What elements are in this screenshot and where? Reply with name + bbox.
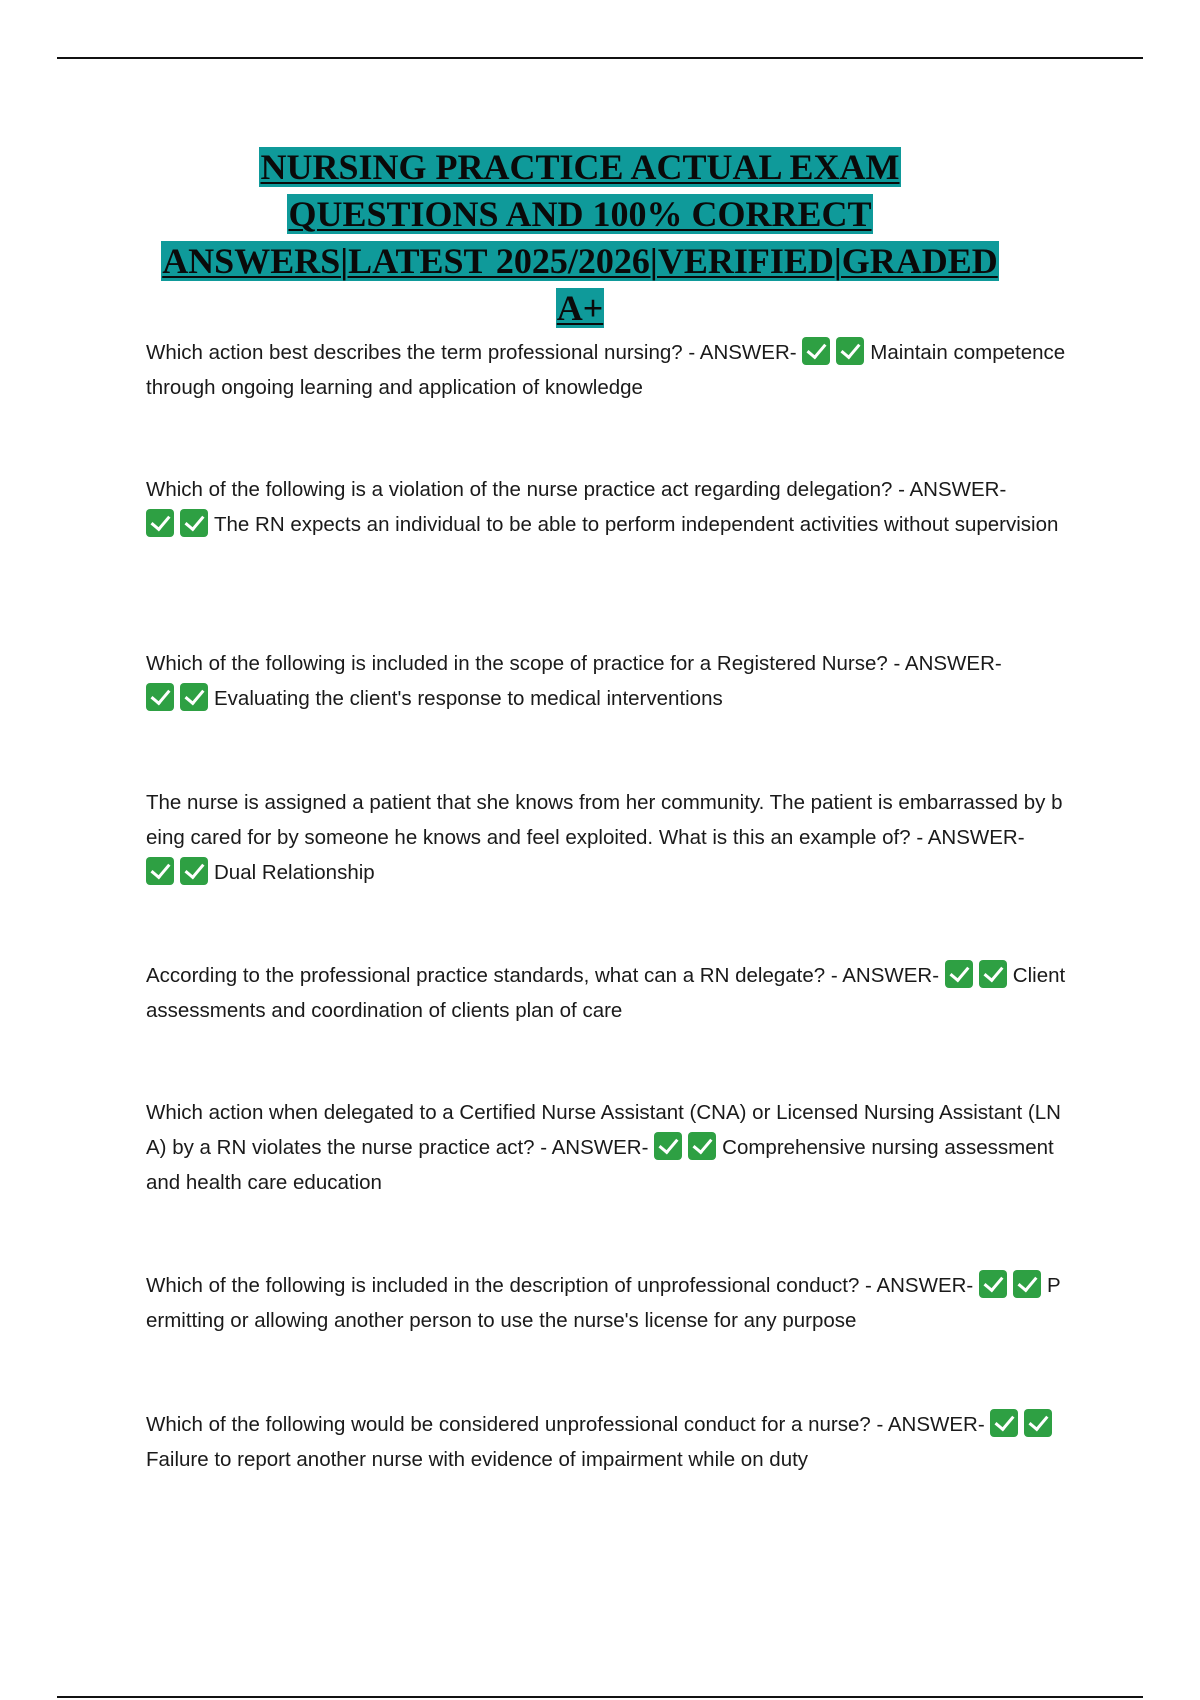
check-mark-icon (1024, 1409, 1052, 1437)
check-mark-icon (180, 509, 208, 537)
title-line: NURSING PRACTICE ACTUAL EXAM (260, 147, 900, 187)
check-mark-icon (146, 683, 174, 711)
check-mark-icon (802, 337, 830, 365)
check-mark-icon (836, 337, 864, 365)
answer-markers (945, 964, 1013, 987)
document-title (100, 144, 1060, 332)
title-line: QUESTIONS AND 100% CORRECT (288, 194, 872, 234)
answer-markers (146, 687, 214, 710)
answer-text: Evaluating the client's response to medical interventions (214, 687, 723, 710)
answer-text: Dual Relationship (214, 861, 375, 884)
question-text: The nurse is assigned a patient that she knows from her community. The patient is embarrassed by being cared for by someone he knows and feel exploited. What is this an example of? - ANSWER- (146, 791, 1063, 849)
question-text: According to the professional practice standards, what can a RN delegate? - ANSWER- (146, 964, 940, 987)
qa-item (146, 1407, 1066, 1477)
bottom-rule (57, 1696, 1143, 1698)
answer-markers (654, 1136, 722, 1159)
check-mark-icon (180, 683, 208, 711)
qa-item (146, 472, 1066, 542)
answer-markers (802, 341, 870, 364)
qa-item (146, 335, 1066, 405)
qa-item (146, 1268, 1066, 1338)
question-text: Which action best describes the term professional nursing? - ANSWER- (146, 341, 797, 364)
top-rule (57, 57, 1143, 59)
answer-text: The RN expects an individual to be able to perform independent activities without supervision (214, 513, 1059, 536)
check-mark-icon (180, 857, 208, 885)
answer-text: Client assessments and coordination of clients plan of care (146, 964, 1066, 1022)
check-mark-icon (146, 857, 174, 885)
question-text: Which of the following is included in the description of unprofessional conduct? - ANSWER- (146, 1274, 974, 1297)
title-line: ANSWERS|LATEST 2025/2026|VERIFIED|GRADED (162, 241, 998, 281)
answer-markers (146, 513, 214, 536)
check-mark-icon (945, 960, 973, 988)
question-text: Which action when delegated to a Certified Nurse Assistant (CNA) or Licensed Nursing Assistant (LNA) by a RN violates the nurse practice act? - ANSWER- (146, 1101, 1061, 1159)
question-text: Which of the following is a violation of the nurse practice act regarding delegation? - ANSWER- (146, 478, 1007, 501)
answer-markers (979, 1274, 1047, 1297)
answer-markers (146, 861, 214, 884)
check-mark-icon (990, 1409, 1018, 1437)
check-mark-icon (688, 1132, 716, 1160)
answer-text: Maintain competence through ongoing learning and application of knowledge (146, 341, 1066, 399)
title-line: A+ (556, 288, 604, 328)
question-text: Which of the following is included in the scope of practice for a Registered Nurse? - ANSWER- (146, 652, 1002, 675)
check-mark-icon (654, 1132, 682, 1160)
check-mark-icon (146, 509, 174, 537)
qa-item (146, 646, 1066, 716)
answer-markers (990, 1413, 1058, 1436)
qa-item (146, 958, 1066, 1028)
qa-item (146, 1095, 1066, 1200)
answer-text: Comprehensive nursing assessment and health care education (146, 1136, 1054, 1194)
question-text: Which of the following would be considered unprofessional conduct for a nurse? - ANSWER- (146, 1413, 985, 1436)
answer-text: Failure to report another nurse with evidence of impairment while on duty (146, 1448, 809, 1471)
answer-text: Permitting or allowing another person to use the nurse's license for any purpose (146, 1274, 1061, 1332)
check-mark-icon (979, 960, 1007, 988)
qa-item (146, 785, 1066, 890)
check-mark-icon (1013, 1270, 1041, 1298)
check-mark-icon (979, 1270, 1007, 1298)
